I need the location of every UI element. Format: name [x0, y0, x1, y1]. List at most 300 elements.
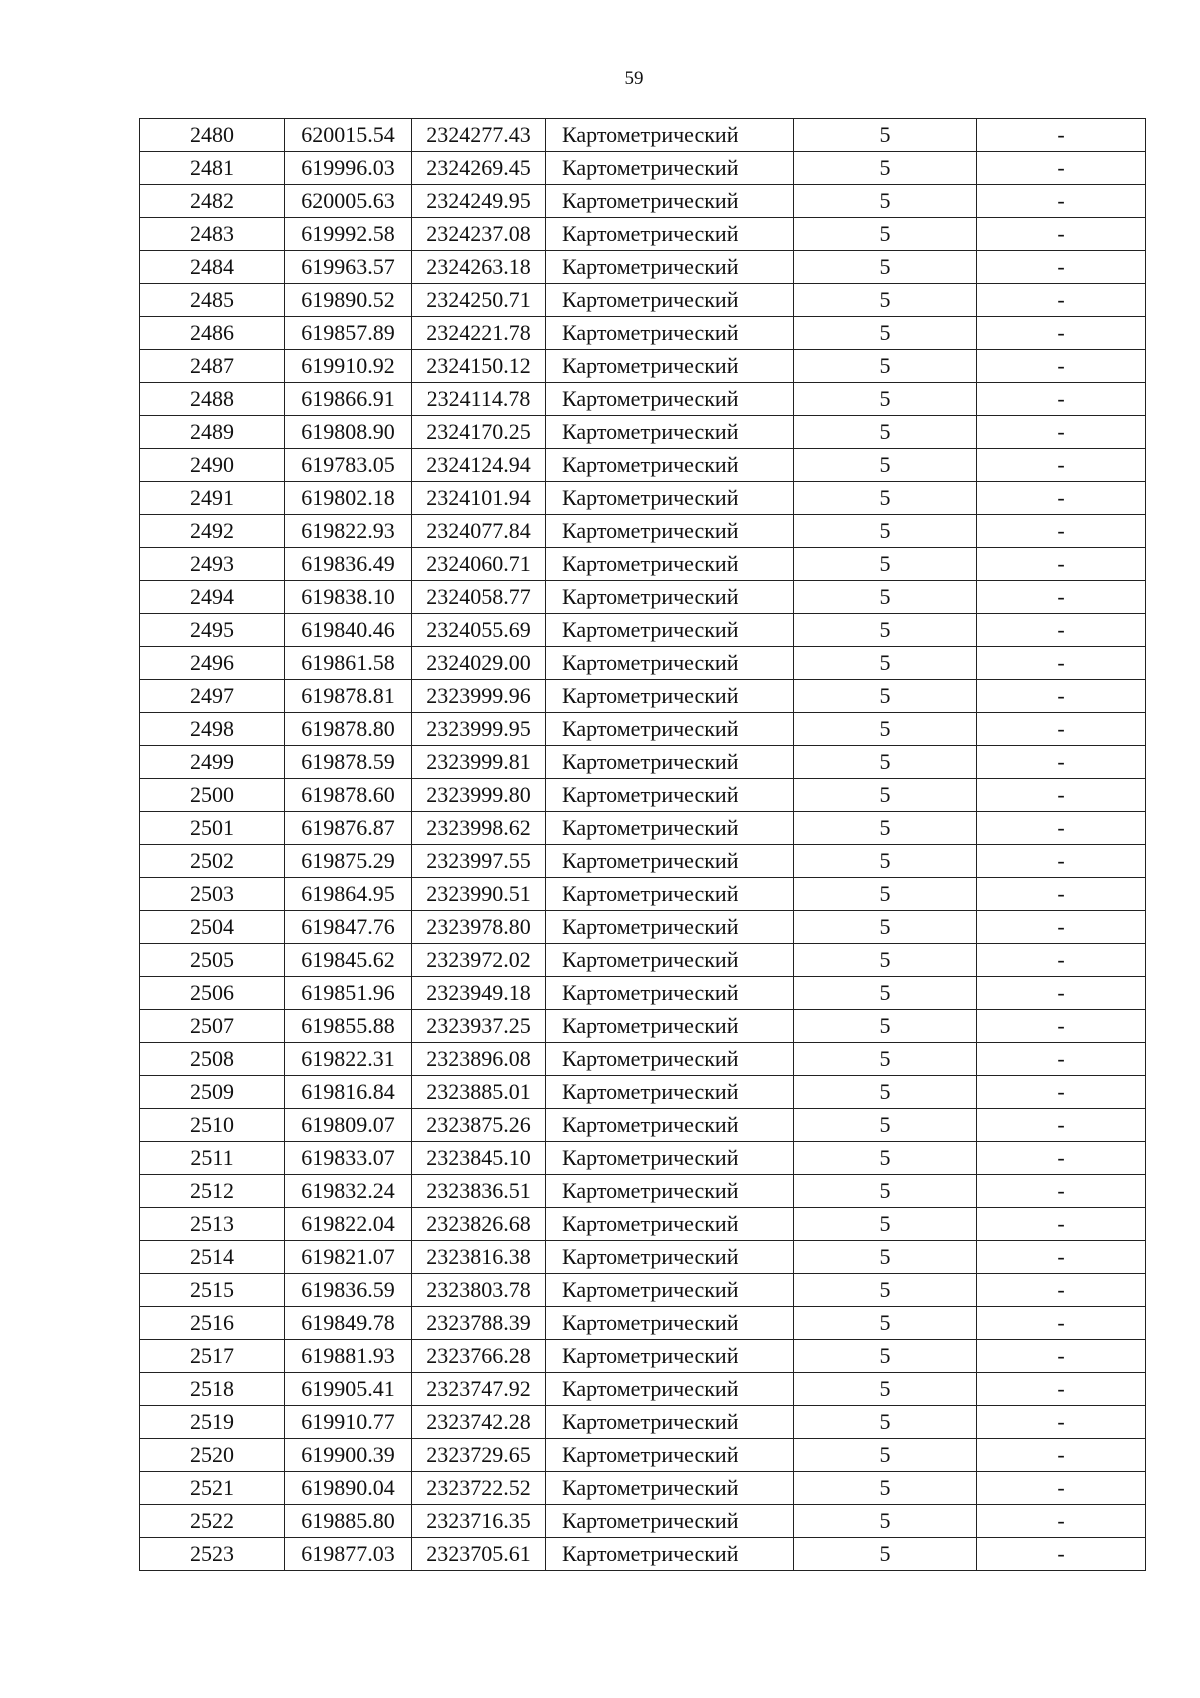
y-coordinate-cell: 2323742.28: [412, 1406, 546, 1439]
method-cell: Картометрический: [546, 383, 794, 416]
method-cell: Картометрический: [546, 1538, 794, 1571]
page-number: 59: [624, 68, 644, 89]
table-row: [140, 218, 1146, 251]
y-coordinate-cell: 2324124.94: [412, 449, 546, 482]
description-cell: -: [977, 350, 1146, 383]
table-row: [140, 548, 1146, 581]
x-coordinate-cell: 619864.95: [285, 878, 412, 911]
y-coordinate-cell: 2324237.08: [412, 218, 546, 251]
method-cell: Картометрический: [546, 1472, 794, 1505]
point-number-cell: 2522: [140, 1505, 285, 1538]
y-coordinate-cell: 2324077.84: [412, 515, 546, 548]
description-cell: -: [977, 1109, 1146, 1142]
y-coordinate-cell: 2323949.18: [412, 977, 546, 1010]
table-row: [140, 614, 1146, 647]
point-number-cell: 2482: [140, 185, 285, 218]
x-coordinate-cell: 619783.05: [285, 449, 412, 482]
method-cell: Картометрический: [546, 1043, 794, 1076]
x-coordinate-cell: 619847.76: [285, 911, 412, 944]
table-row: [140, 1274, 1146, 1307]
method-cell: Картометрический: [546, 317, 794, 350]
x-coordinate-cell: 619833.07: [285, 1142, 412, 1175]
point-number-cell: 2523: [140, 1538, 285, 1571]
accuracy-cell: 5: [794, 746, 977, 779]
description-cell: -: [977, 1274, 1146, 1307]
accuracy-cell: 5: [794, 1472, 977, 1505]
table-row: [140, 680, 1146, 713]
point-number-cell: 2510: [140, 1109, 285, 1142]
x-coordinate-cell: 619963.57: [285, 251, 412, 284]
table-row: [140, 977, 1146, 1010]
method-cell: Картометрический: [546, 779, 794, 812]
point-number-cell: 2497: [140, 680, 285, 713]
description-cell: -: [977, 1439, 1146, 1472]
y-coordinate-cell: 2323999.81: [412, 746, 546, 779]
point-number-cell: 2512: [140, 1175, 285, 1208]
table-row: [140, 746, 1146, 779]
method-cell: Картометрический: [546, 449, 794, 482]
table-row: [140, 1340, 1146, 1373]
point-number-cell: 2505: [140, 944, 285, 977]
description-cell: -: [977, 1340, 1146, 1373]
description-cell: -: [977, 779, 1146, 812]
y-coordinate-cell: 2324058.77: [412, 581, 546, 614]
description-cell: -: [977, 1472, 1146, 1505]
method-cell: Картометрический: [546, 1208, 794, 1241]
accuracy-cell: 5: [794, 515, 977, 548]
table-row: [140, 185, 1146, 218]
x-coordinate-cell: 619878.80: [285, 713, 412, 746]
accuracy-cell: 5: [794, 977, 977, 1010]
table-row: [140, 482, 1146, 515]
y-coordinate-cell: 2324269.45: [412, 152, 546, 185]
description-cell: -: [977, 911, 1146, 944]
accuracy-cell: 5: [794, 1340, 977, 1373]
x-coordinate-cell: 619878.60: [285, 779, 412, 812]
description-cell: -: [977, 383, 1146, 416]
table-row: [140, 1208, 1146, 1241]
method-cell: Картометрический: [546, 977, 794, 1010]
point-number-cell: 2513: [140, 1208, 285, 1241]
description-cell: -: [977, 845, 1146, 878]
table-row: [140, 1538, 1146, 1571]
point-number-cell: 2511: [140, 1142, 285, 1175]
y-coordinate-cell: 2324060.71: [412, 548, 546, 581]
method-cell: Картометрический: [546, 713, 794, 746]
accuracy-cell: 5: [794, 1307, 977, 1340]
point-number-cell: 2493: [140, 548, 285, 581]
coordinates-table: [139, 118, 1146, 1571]
x-coordinate-cell: 619900.39: [285, 1439, 412, 1472]
table-row: [140, 647, 1146, 680]
x-coordinate-cell: 619851.96: [285, 977, 412, 1010]
point-number-cell: 2503: [140, 878, 285, 911]
x-coordinate-cell: 619836.59: [285, 1274, 412, 1307]
method-cell: Картометрический: [546, 1406, 794, 1439]
accuracy-cell: 5: [794, 581, 977, 614]
accuracy-cell: 5: [794, 1241, 977, 1274]
x-coordinate-cell: 619877.03: [285, 1538, 412, 1571]
accuracy-cell: 5: [794, 1043, 977, 1076]
accuracy-cell: 5: [794, 1076, 977, 1109]
accuracy-cell: 5: [794, 185, 977, 218]
x-coordinate-cell: 619849.78: [285, 1307, 412, 1340]
x-coordinate-cell: 619875.29: [285, 845, 412, 878]
description-cell: -: [977, 515, 1146, 548]
table-row: [140, 1505, 1146, 1538]
point-number-cell: 2501: [140, 812, 285, 845]
point-number-cell: 2492: [140, 515, 285, 548]
method-cell: Картометрический: [546, 680, 794, 713]
x-coordinate-cell: 619881.93: [285, 1340, 412, 1373]
table-row: [140, 152, 1146, 185]
accuracy-cell: 5: [794, 1538, 977, 1571]
y-coordinate-cell: 2324114.78: [412, 383, 546, 416]
method-cell: Картометрический: [546, 1373, 794, 1406]
method-cell: Картометрический: [546, 548, 794, 581]
accuracy-cell: 5: [794, 647, 977, 680]
accuracy-cell: 5: [794, 713, 977, 746]
description-cell: -: [977, 1076, 1146, 1109]
x-coordinate-cell: 619857.89: [285, 317, 412, 350]
description-cell: -: [977, 1406, 1146, 1439]
point-number-cell: 2489: [140, 416, 285, 449]
y-coordinate-cell: 2323826.68: [412, 1208, 546, 1241]
y-coordinate-cell: 2324221.78: [412, 317, 546, 350]
method-cell: Картометрический: [546, 812, 794, 845]
y-coordinate-cell: 2324029.00: [412, 647, 546, 680]
x-coordinate-cell: 619845.62: [285, 944, 412, 977]
accuracy-cell: 5: [794, 1142, 977, 1175]
table-row: [140, 1439, 1146, 1472]
y-coordinate-cell: 2324055.69: [412, 614, 546, 647]
description-cell: -: [977, 1175, 1146, 1208]
accuracy-cell: 5: [794, 416, 977, 449]
x-coordinate-cell: 619890.52: [285, 284, 412, 317]
method-cell: Картометрический: [546, 350, 794, 383]
description-cell: -: [977, 218, 1146, 251]
point-number-cell: 2509: [140, 1076, 285, 1109]
accuracy-cell: 5: [794, 845, 977, 878]
point-number-cell: 2500: [140, 779, 285, 812]
method-cell: Картометрический: [546, 152, 794, 185]
y-coordinate-cell: 2323722.52: [412, 1472, 546, 1505]
method-cell: Картометрический: [546, 944, 794, 977]
point-number-cell: 2494: [140, 581, 285, 614]
table-row: [140, 1043, 1146, 1076]
accuracy-cell: 5: [794, 548, 977, 581]
accuracy-cell: 5: [794, 1175, 977, 1208]
method-cell: Картометрический: [546, 1142, 794, 1175]
description-cell: -: [977, 1208, 1146, 1241]
y-coordinate-cell: 2323998.62: [412, 812, 546, 845]
description-cell: -: [977, 1307, 1146, 1340]
accuracy-cell: 5: [794, 284, 977, 317]
y-coordinate-cell: 2323766.28: [412, 1340, 546, 1373]
accuracy-cell: 5: [794, 317, 977, 350]
y-coordinate-cell: 2323997.55: [412, 845, 546, 878]
table-row: [140, 878, 1146, 911]
point-number-cell: 2480: [140, 119, 285, 152]
table-row: [140, 416, 1146, 449]
y-coordinate-cell: 2323896.08: [412, 1043, 546, 1076]
accuracy-cell: 5: [794, 1406, 977, 1439]
method-cell: Картометрический: [546, 746, 794, 779]
x-coordinate-cell: 619878.81: [285, 680, 412, 713]
method-cell: Картометрический: [546, 845, 794, 878]
x-coordinate-cell: 619855.88: [285, 1010, 412, 1043]
description-cell: -: [977, 713, 1146, 746]
accuracy-cell: 5: [794, 119, 977, 152]
point-number-cell: 2483: [140, 218, 285, 251]
accuracy-cell: 5: [794, 1505, 977, 1538]
point-number-cell: 2514: [140, 1241, 285, 1274]
point-number-cell: 2488: [140, 383, 285, 416]
point-number-cell: 2481: [140, 152, 285, 185]
y-coordinate-cell: 2323729.65: [412, 1439, 546, 1472]
x-coordinate-cell: 619821.07: [285, 1241, 412, 1274]
point-number-cell: 2506: [140, 977, 285, 1010]
accuracy-cell: 5: [794, 680, 977, 713]
description-cell: -: [977, 119, 1146, 152]
method-cell: Картометрический: [546, 878, 794, 911]
y-coordinate-cell: 2323705.61: [412, 1538, 546, 1571]
method-cell: Картометрический: [546, 911, 794, 944]
description-cell: -: [977, 1505, 1146, 1538]
point-number-cell: 2486: [140, 317, 285, 350]
method-cell: Картометрический: [546, 251, 794, 284]
accuracy-cell: 5: [794, 1208, 977, 1241]
x-coordinate-cell: 619836.49: [285, 548, 412, 581]
table-row: [140, 119, 1146, 152]
description-cell: -: [977, 548, 1146, 581]
description-cell: -: [977, 284, 1146, 317]
method-cell: Картометрический: [546, 284, 794, 317]
description-cell: -: [977, 977, 1146, 1010]
description-cell: -: [977, 317, 1146, 350]
accuracy-cell: 5: [794, 152, 977, 185]
accuracy-cell: 5: [794, 1010, 977, 1043]
table-row: [140, 1406, 1146, 1439]
point-number-cell: 2498: [140, 713, 285, 746]
method-cell: Картометрический: [546, 185, 794, 218]
table-row: [140, 779, 1146, 812]
table-row: [140, 812, 1146, 845]
point-number-cell: 2502: [140, 845, 285, 878]
x-coordinate-cell: 619996.03: [285, 152, 412, 185]
table-row: [140, 1142, 1146, 1175]
point-number-cell: 2491: [140, 482, 285, 515]
description-cell: -: [977, 185, 1146, 218]
point-number-cell: 2517: [140, 1340, 285, 1373]
x-coordinate-cell: 619861.58: [285, 647, 412, 680]
accuracy-cell: 5: [794, 218, 977, 251]
y-coordinate-cell: 2323845.10: [412, 1142, 546, 1175]
table-row: [140, 1076, 1146, 1109]
point-number-cell: 2519: [140, 1406, 285, 1439]
description-cell: -: [977, 746, 1146, 779]
table-row: [140, 713, 1146, 746]
y-coordinate-cell: 2323716.35: [412, 1505, 546, 1538]
description-cell: -: [977, 482, 1146, 515]
y-coordinate-cell: 2324250.71: [412, 284, 546, 317]
x-coordinate-cell: 619838.10: [285, 581, 412, 614]
method-cell: Картометрический: [546, 482, 794, 515]
table-row: [140, 1109, 1146, 1142]
method-cell: Картометрический: [546, 218, 794, 251]
point-number-cell: 2490: [140, 449, 285, 482]
y-coordinate-cell: 2323788.39: [412, 1307, 546, 1340]
y-coordinate-cell: 2324249.95: [412, 185, 546, 218]
x-coordinate-cell: 619822.31: [285, 1043, 412, 1076]
point-number-cell: 2485: [140, 284, 285, 317]
x-coordinate-cell: 619885.80: [285, 1505, 412, 1538]
accuracy-cell: 5: [794, 1109, 977, 1142]
method-cell: Картометрический: [546, 1439, 794, 1472]
method-cell: Картометрический: [546, 515, 794, 548]
table-row: [140, 449, 1146, 482]
accuracy-cell: 5: [794, 1439, 977, 1472]
x-coordinate-cell: 619802.18: [285, 482, 412, 515]
table-row: [140, 944, 1146, 977]
description-cell: -: [977, 251, 1146, 284]
y-coordinate-cell: 2323875.26: [412, 1109, 546, 1142]
coordinates-table-body: [140, 119, 1146, 1571]
table-row: [140, 515, 1146, 548]
description-cell: -: [977, 878, 1146, 911]
point-number-cell: 2521: [140, 1472, 285, 1505]
point-number-cell: 2484: [140, 251, 285, 284]
accuracy-cell: 5: [794, 1274, 977, 1307]
x-coordinate-cell: 619910.77: [285, 1406, 412, 1439]
method-cell: Картометрический: [546, 1340, 794, 1373]
accuracy-cell: 5: [794, 779, 977, 812]
description-cell: -: [977, 1538, 1146, 1571]
point-number-cell: 2520: [140, 1439, 285, 1472]
table-row: [140, 350, 1146, 383]
description-cell: -: [977, 449, 1146, 482]
method-cell: Картометрический: [546, 1274, 794, 1307]
method-cell: Картометрический: [546, 1307, 794, 1340]
description-cell: -: [977, 152, 1146, 185]
x-coordinate-cell: 619876.87: [285, 812, 412, 845]
x-coordinate-cell: 619816.84: [285, 1076, 412, 1109]
y-coordinate-cell: 2323990.51: [412, 878, 546, 911]
x-coordinate-cell: 619878.59: [285, 746, 412, 779]
table-row: [140, 284, 1146, 317]
method-cell: Картометрический: [546, 1109, 794, 1142]
method-cell: Картометрический: [546, 1505, 794, 1538]
description-cell: -: [977, 944, 1146, 977]
table-row: [140, 845, 1146, 878]
point-number-cell: 2518: [140, 1373, 285, 1406]
method-cell: Картометрический: [546, 581, 794, 614]
description-cell: -: [977, 680, 1146, 713]
table-row: [140, 581, 1146, 614]
description-cell: -: [977, 812, 1146, 845]
table-row: [140, 383, 1146, 416]
x-coordinate-cell: 619808.90: [285, 416, 412, 449]
accuracy-cell: 5: [794, 251, 977, 284]
x-coordinate-cell: 620015.54: [285, 119, 412, 152]
point-number-cell: 2504: [140, 911, 285, 944]
accuracy-cell: 5: [794, 944, 977, 977]
accuracy-cell: 5: [794, 878, 977, 911]
accuracy-cell: 5: [794, 1373, 977, 1406]
x-coordinate-cell: 619866.91: [285, 383, 412, 416]
accuracy-cell: 5: [794, 614, 977, 647]
table-row: [140, 1010, 1146, 1043]
description-cell: -: [977, 1373, 1146, 1406]
x-coordinate-cell: 619905.41: [285, 1373, 412, 1406]
y-coordinate-cell: 2324101.94: [412, 482, 546, 515]
description-cell: -: [977, 416, 1146, 449]
description-cell: -: [977, 1142, 1146, 1175]
x-coordinate-cell: 619992.58: [285, 218, 412, 251]
x-coordinate-cell: 619910.92: [285, 350, 412, 383]
description-cell: -: [977, 581, 1146, 614]
table-row: [140, 317, 1146, 350]
table-row: [140, 911, 1146, 944]
y-coordinate-cell: 2323937.25: [412, 1010, 546, 1043]
table-row: [140, 1175, 1146, 1208]
method-cell: Картометрический: [546, 614, 794, 647]
point-number-cell: 2516: [140, 1307, 285, 1340]
accuracy-cell: 5: [794, 383, 977, 416]
description-cell: -: [977, 614, 1146, 647]
y-coordinate-cell: 2323885.01: [412, 1076, 546, 1109]
method-cell: Картометрический: [546, 119, 794, 152]
y-coordinate-cell: 2324277.43: [412, 119, 546, 152]
y-coordinate-cell: 2324170.25: [412, 416, 546, 449]
method-cell: Картометрический: [546, 647, 794, 680]
description-cell: -: [977, 647, 1146, 680]
method-cell: Картометрический: [546, 416, 794, 449]
y-coordinate-cell: 2323803.78: [412, 1274, 546, 1307]
table-row: [140, 1472, 1146, 1505]
x-coordinate-cell: 620005.63: [285, 185, 412, 218]
accuracy-cell: 5: [794, 911, 977, 944]
x-coordinate-cell: 619809.07: [285, 1109, 412, 1142]
y-coordinate-cell: 2323999.96: [412, 680, 546, 713]
y-coordinate-cell: 2323836.51: [412, 1175, 546, 1208]
x-coordinate-cell: 619890.04: [285, 1472, 412, 1505]
description-cell: -: [977, 1043, 1146, 1076]
accuracy-cell: 5: [794, 449, 977, 482]
accuracy-cell: 5: [794, 350, 977, 383]
y-coordinate-cell: 2323999.80: [412, 779, 546, 812]
table-row: [140, 251, 1146, 284]
y-coordinate-cell: 2323972.02: [412, 944, 546, 977]
x-coordinate-cell: 619822.93: [285, 515, 412, 548]
point-number-cell: 2499: [140, 746, 285, 779]
accuracy-cell: 5: [794, 482, 977, 515]
description-cell: -: [977, 1241, 1146, 1274]
x-coordinate-cell: 619840.46: [285, 614, 412, 647]
y-coordinate-cell: 2323816.38: [412, 1241, 546, 1274]
point-number-cell: 2495: [140, 614, 285, 647]
table-row: [140, 1373, 1146, 1406]
x-coordinate-cell: 619822.04: [285, 1208, 412, 1241]
y-coordinate-cell: 2323999.95: [412, 713, 546, 746]
point-number-cell: 2515: [140, 1274, 285, 1307]
y-coordinate-cell: 2323747.92: [412, 1373, 546, 1406]
method-cell: Картометрический: [546, 1076, 794, 1109]
method-cell: Картометрический: [546, 1010, 794, 1043]
point-number-cell: 2507: [140, 1010, 285, 1043]
description-cell: -: [977, 1010, 1146, 1043]
method-cell: Картометрический: [546, 1241, 794, 1274]
